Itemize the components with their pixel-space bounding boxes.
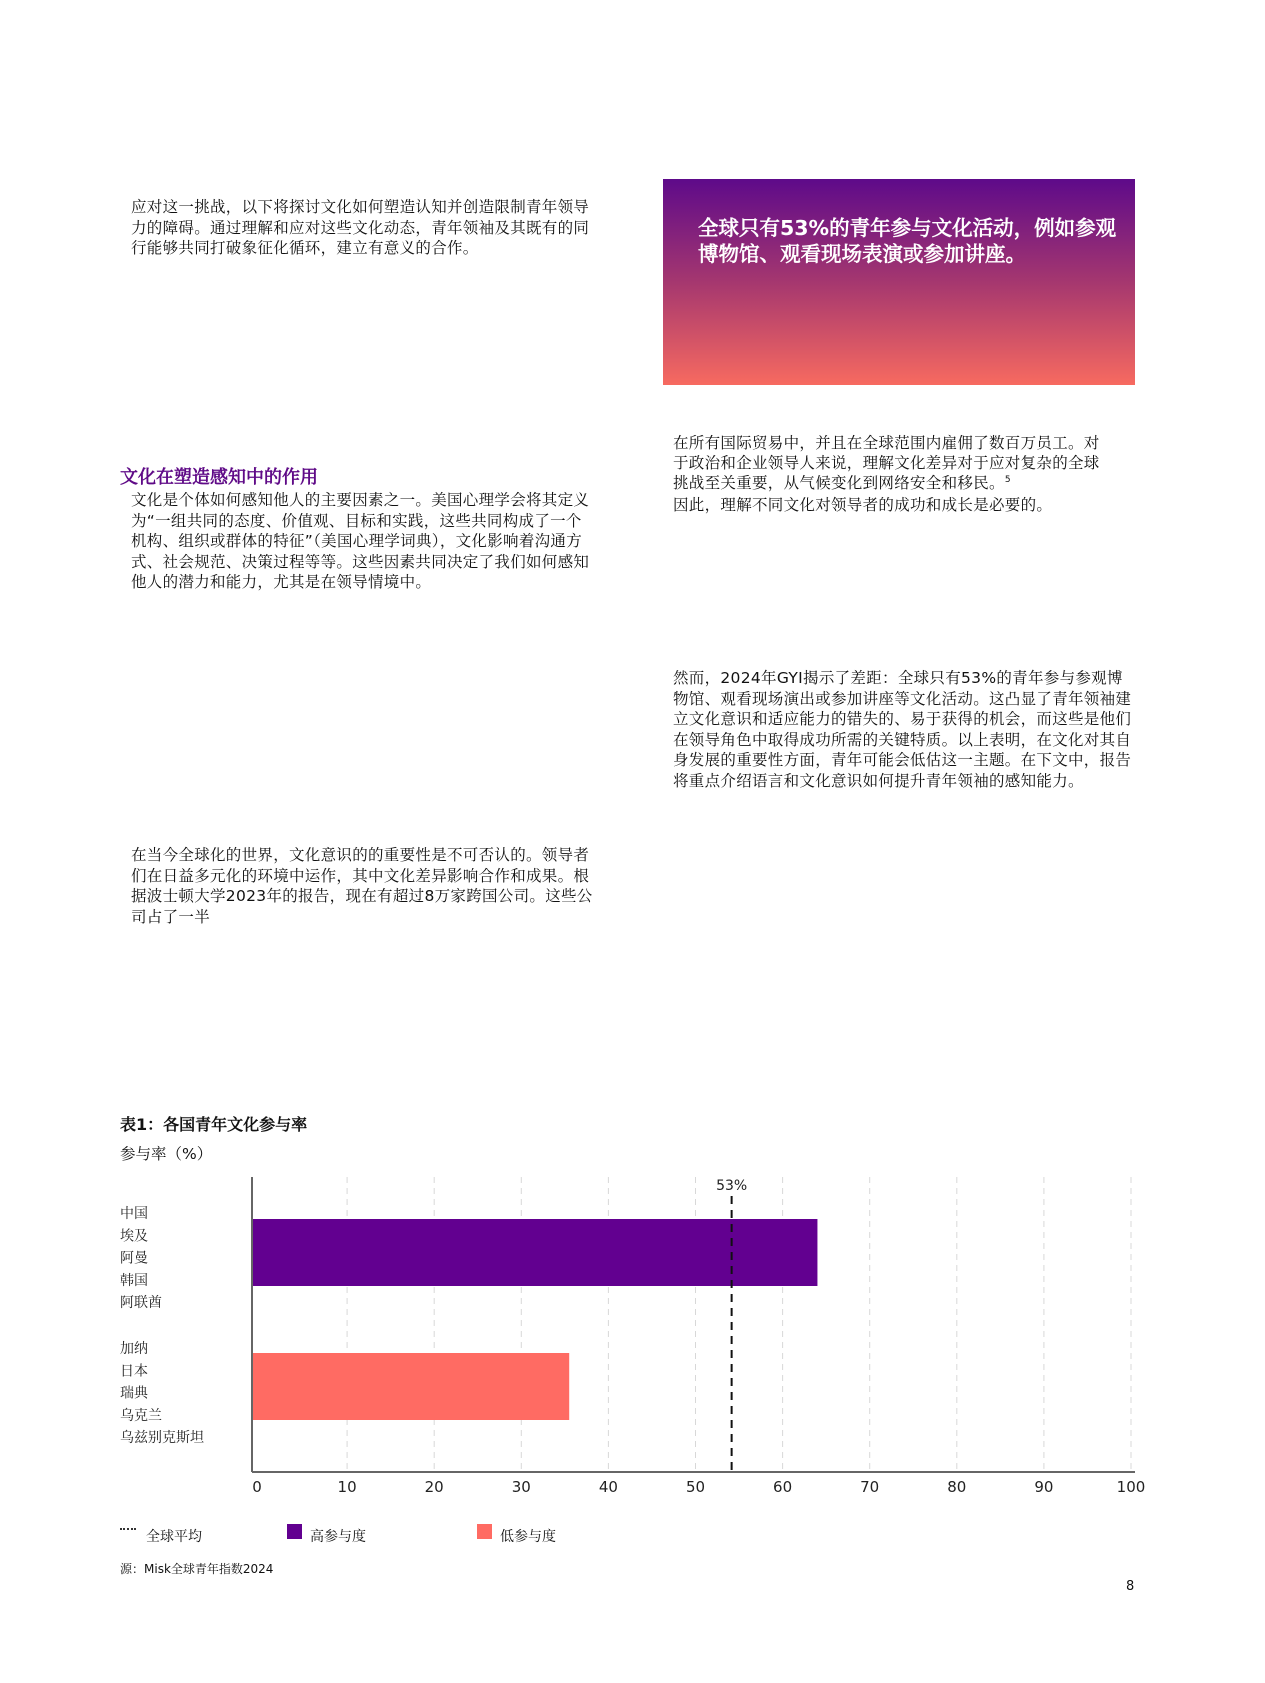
- source-note: 源：Misk全球青年指数2024: [120, 1562, 274, 1576]
- x-tick-label: 10: [337, 1478, 357, 1496]
- x-tick-label: 90: [1034, 1478, 1054, 1496]
- country-label: 加纳: [120, 1341, 148, 1357]
- x-tick-label: 20: [424, 1478, 444, 1496]
- legend-high: [287, 1526, 366, 1546]
- country-label: 埃及: [120, 1228, 148, 1245]
- right-paragraph-line: 于政治和企业领导人来说，理解文化差异对于应对复杂的全球: [673, 454, 1100, 472]
- legend-label: 全球平均: [146, 1529, 202, 1545]
- country-label: 瑞典: [120, 1385, 148, 1402]
- page-number: 8: [1126, 1579, 1135, 1594]
- x-tick-label: 0: [252, 1478, 262, 1496]
- right-paragraph-line: 因此，理解不同文化对领导者的成功和成长是必要的。: [673, 496, 1053, 514]
- intro-paragraph: 应对这一挑战，以下将探讨文化如何塑造认知并创造限制青年领导力的障碍。通过理解和应对这些文化动态，青年领袖及其既有的同行能够共同打破象征化循环，建立有意义的合作。: [131, 198, 590, 257]
- country-label: 韩国: [120, 1272, 148, 1289]
- purple-swatch-icon: [287, 1524, 302, 1539]
- country-label: 乌克兰: [120, 1407, 162, 1424]
- legend-average: [120, 1526, 202, 1546]
- globalization-paragraph: 在当今全球化的世界，文化意识的的重要性是不可否认的。领导者们在日益多元化的环境中运作，其中文化差异影响合作和成果。根据波士顿大学2023年的报告，现在有超过8万家跨国公司。这些公司占了一半: [131, 846, 593, 926]
- dotted-line-icon: [120, 1528, 136, 1530]
- x-tick-label: 50: [685, 1478, 706, 1496]
- section-heading: 文化在塑造感知中的作用: [120, 467, 318, 488]
- right-paragraph-line: 挑战至关重要，从气候变化到网络安全和移民。$^5$: [673, 474, 1011, 492]
- legend-low: [477, 1526, 556, 1546]
- country-label: 乌兹别克斯坦: [120, 1430, 204, 1447]
- x-tick-label: 40: [598, 1478, 618, 1496]
- x-tick-label: 30: [511, 1478, 531, 1496]
- x-tick-label: 60: [773, 1478, 793, 1496]
- salmon-swatch-icon: [477, 1524, 492, 1539]
- country-label: 中国: [120, 1206, 148, 1222]
- chart-title: 表1：各国青年文化参与率: [120, 1115, 308, 1134]
- legend-label: 高参与度: [310, 1529, 366, 1545]
- x-tick-label: 70: [860, 1478, 880, 1496]
- gap-paragraph: 然而，2024年GYI揭示了差距：全球只有53%的青年参与参观博物馆、观看现场演出或参加讲座等文化活动。这凸显了青年领袖建立文化意识和适应能力的错失的、易于获得的机会，而这些是他们在领导角色中取得成功所需的关键特质。以上表明，在文化对其自身发展的重要性方面，青年可能会低估这一主题。在下文中，报告将重点介绍语言和文化意识如何提升青年领袖的感知能力。: [673, 669, 1132, 790]
- footnote-ref[interactable]: 5: [1004, 474, 1011, 485]
- x-tick-label: 100: [1116, 1478, 1146, 1496]
- callout-text: 全球只有53%的青年参与文化活动，例如参观博物馆、观看现场表演或参加讲座。: [698, 216, 1117, 266]
- average-label: 53%: [716, 1178, 748, 1194]
- culture-paragraph: 文化是个体如何感知他人的主要因素之一。美国心理学会将其定义为“一组共同的态度、价值观、目标和实践，这些共同构成了一个机构、组织或群体的特征”（美国心理学词典），文化影响着沟通方式、社会规范、决策过程等等。这些因素共同决定了我们如何感知他人的潜力和能力，尤其是在领导情境中。: [131, 491, 590, 591]
- bar-low: [252, 1353, 569, 1420]
- x-tick-label: 80: [947, 1478, 967, 1496]
- legend-label: 低参与度: [500, 1529, 556, 1545]
- country-label: 日本: [120, 1363, 148, 1380]
- right-paragraph-line: 在所有国际贸易中，并且在全球范围内雇佣了数百万员工。对: [673, 434, 1100, 452]
- country-label: 阿曼: [120, 1250, 148, 1267]
- chart-axis-label: 参与率（%）: [120, 1145, 213, 1163]
- country-label: 阿联酋: [120, 1295, 162, 1312]
